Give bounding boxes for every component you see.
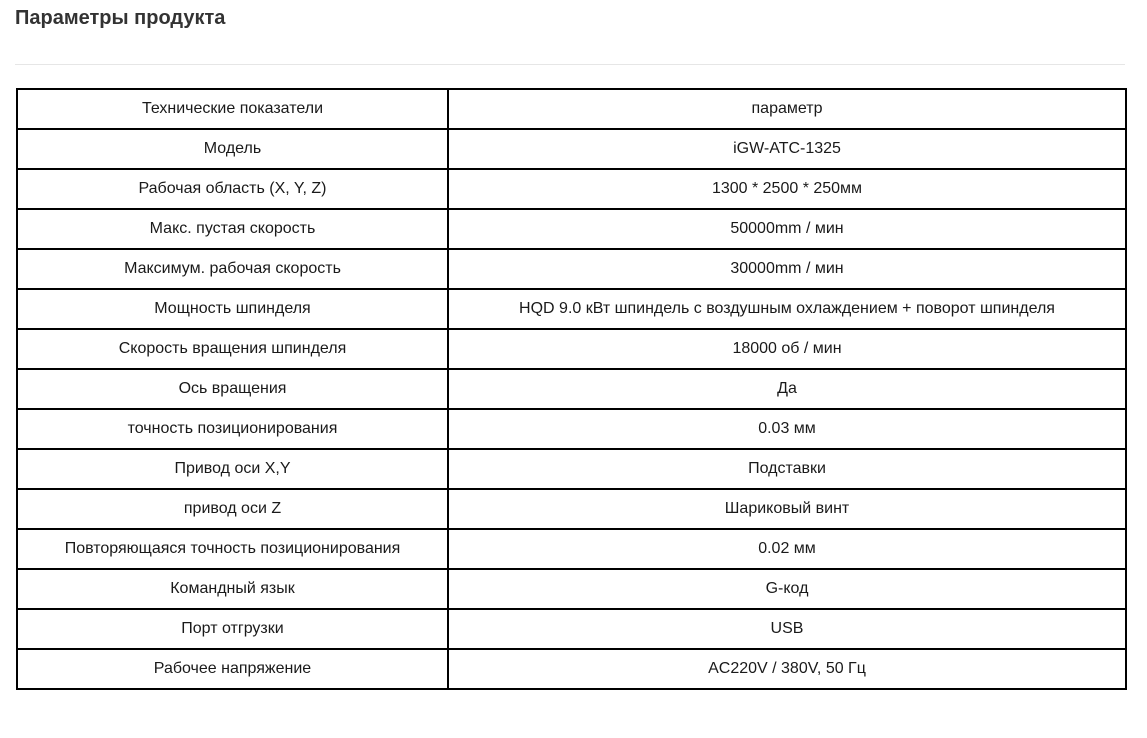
spec-value-cell: 18000 об / мин — [448, 329, 1126, 369]
spec-value-cell: USB — [448, 609, 1126, 649]
header-cell-parameter: параметр — [448, 89, 1126, 129]
spec-name-cell: Скорость вращения шпинделя — [17, 329, 448, 369]
spec-name-cell: Модель — [17, 129, 448, 169]
table-row — [17, 569, 1126, 609]
spec-name-cell: Ось вращения — [17, 369, 448, 409]
spec-name-cell: Мощность шпинделя — [17, 289, 448, 329]
title-divider — [15, 64, 1125, 65]
spec-value-cell: AC220V / 380V, 50 Гц — [448, 649, 1126, 689]
spec-value-cell: Подставки — [448, 449, 1126, 489]
table-row — [17, 129, 1126, 169]
table-header-row — [17, 89, 1126, 129]
spec-value-cell: 30000mm / мин — [448, 249, 1126, 289]
table-row — [17, 369, 1126, 409]
spec-value-cell: HQD 9.0 кВт шпиндель с воздушным охлаждением + поворот шпинделя — [448, 289, 1126, 329]
spec-value-cell: 50000mm / мин — [448, 209, 1126, 249]
table-row — [17, 249, 1126, 289]
section-title: Параметры продукта — [15, 7, 226, 29]
table-row — [17, 409, 1126, 449]
table-row — [17, 329, 1126, 369]
spec-name-cell: Командный язык — [17, 569, 448, 609]
spec-name-cell: Привод оси X,Y — [17, 449, 448, 489]
table-row — [17, 209, 1126, 249]
spec-name-cell: привод оси Z — [17, 489, 448, 529]
spec-name-cell: Рабочая область (X, Y, Z) — [17, 169, 448, 209]
specs-table-body — [17, 89, 1126, 689]
spec-value-cell: 0.02 мм — [448, 529, 1126, 569]
table-row — [17, 609, 1126, 649]
spec-value-cell: G-код — [448, 569, 1126, 609]
table-row — [17, 649, 1126, 689]
spec-value-cell: 0.03 мм — [448, 409, 1126, 449]
spec-value-cell: iGW-ATC-1325 — [448, 129, 1126, 169]
spec-name-cell: Повторяющаяся точность позиционирования — [17, 529, 448, 569]
table-row — [17, 169, 1126, 209]
spec-name-cell: Максимум. рабочая скорость — [17, 249, 448, 289]
specs-table — [16, 88, 1127, 690]
spec-name-cell: Порт отгрузки — [17, 609, 448, 649]
header-cell-indicator: Технические показатели — [17, 89, 448, 129]
spec-value-cell: 1300 * 2500 * 250мм — [448, 169, 1126, 209]
spec-value-cell: Шариковый винт — [448, 489, 1126, 529]
table-row — [17, 489, 1126, 529]
spec-name-cell: точность позиционирования — [17, 409, 448, 449]
table-row — [17, 289, 1126, 329]
spec-value-cell: Да — [448, 369, 1126, 409]
table-row — [17, 449, 1126, 489]
spec-name-cell: Макс. пустая скорость — [17, 209, 448, 249]
table-row — [17, 529, 1126, 569]
spec-name-cell: Рабочее напряжение — [17, 649, 448, 689]
